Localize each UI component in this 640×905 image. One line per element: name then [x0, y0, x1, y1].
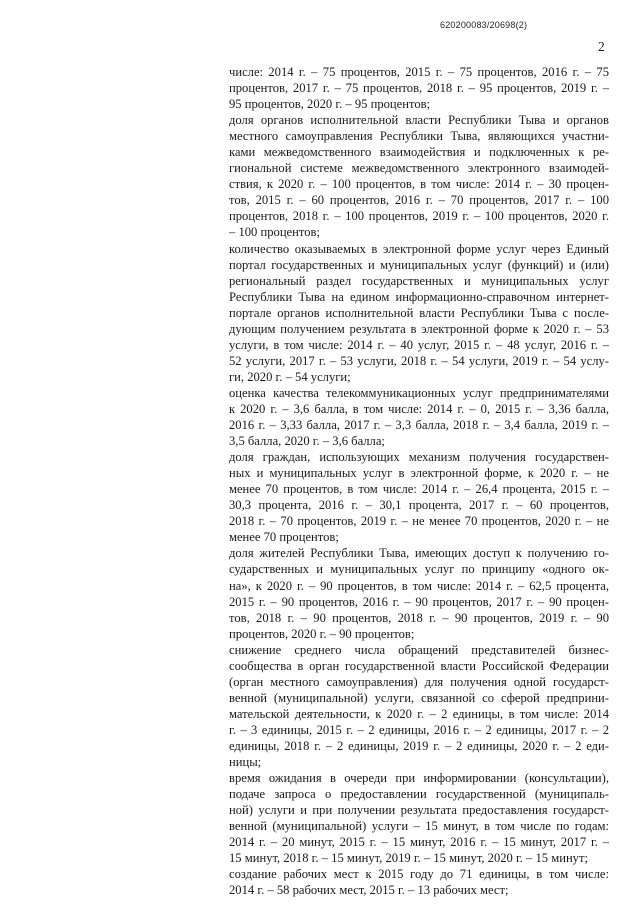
text-line: тов, 2018 г. – 90 процентов, 2018 г. – 90 процентов, 2019 г. – 90	[229, 610, 609, 625]
text-line: доля граждан, использующих механизм получения государствен-	[229, 450, 609, 465]
text-line: подаче запроса о предоставлении государственной (муниципаль-	[229, 787, 609, 802]
text-line: дующим получением результата в электронной форме к 2020 г. – 53	[229, 321, 609, 336]
text-line: Республики Тыва на едином информационно-справочном интернет-	[229, 289, 609, 304]
text-line: оценка качества телекоммуникационных услуг предпринимателями	[229, 385, 609, 400]
text-line: 2016 г. – 3,33 балла, 2017 г. – 3,3 балла, 2018 г. – 3,4 балла, 2019 г. –	[229, 418, 609, 433]
text-line: на», к 2020 г. – 90 процентов, в том числе: 2014 г. – 62,5 процента,	[229, 578, 609, 593]
text-line: портале органов исполнительной власти Республики Тыва с после-	[229, 305, 609, 320]
text-line: процентов, 2017 г. – 75 процентов, 2018 г. – 95 процентов, 2019 г. –	[229, 81, 609, 96]
text-line: ницы;	[229, 755, 262, 770]
document-code: 620200083/20698(2)	[440, 20, 528, 30]
text-line: – 100 процентов;	[229, 225, 320, 240]
text-line: 2014 г. – 58 рабочих мест, 2015 г. – 13 рабочих мест;	[229, 883, 509, 898]
text-line: портал государственных и муниципальных услуг (функций) и (или)	[229, 257, 609, 272]
text-line: ствия, к 2020 г. – 100 процентов, в том числе: 2014 г. – 30 процен-	[229, 177, 609, 192]
text-line: процентов, 2018 г. – 100 процентов, 2019 г. – 100 процентов, 2020 г.	[229, 209, 609, 224]
text-line: менее 70 процентов;	[229, 530, 339, 545]
text-line: создание рабочих мест к 2015 году до 71 единицы, в том числе:	[229, 867, 609, 882]
text-line: 30,3 процента, 2016 г. – 30,1 процента, 2017 г. – 60 процентов,	[229, 498, 609, 513]
text-line: мательской деятельности, к 2020 г. – 2 единицы, в том числе: 2014	[229, 706, 609, 721]
text-line: (орган местного самоуправления) для получения одной государст-	[229, 674, 609, 689]
text-line: доля органов исполнительной власти Республики Тыва и органов	[229, 113, 609, 128]
text-line: ками межведомственного взаимодействия и подключенных к ре-	[229, 145, 609, 160]
text-line: 2015 г. – 90 процентов, 2016 г. – 90 процентов, 2017 г. – 90 процен-	[229, 594, 609, 609]
text-line: ной) услуги и при получении результата предоставления государст-	[229, 803, 609, 818]
text-line: доля жителей Республики Тыва, имеющих доступ к получению го-	[229, 546, 609, 561]
text-line: сообщества в орган государственной власти Российской Федерации	[229, 658, 609, 673]
text-line: тов, 2015 г. – 60 процентов, 2016 г. – 70 процентов, 2017 г. – 100	[229, 193, 609, 208]
paragraph	[229, 449, 609, 545]
page-number: 2	[598, 39, 605, 54]
paragraph	[229, 545, 609, 641]
text-line: 2014 г. – 20 минут, 2015 г. – 15 минут, 2016 г. – 15 минут, 2017 г. –	[229, 835, 609, 850]
paragraph	[229, 64, 609, 112]
text-line: ных и муниципальных услуг в электронной форме, к 2020 г. – не	[229, 466, 609, 481]
text-line: услуги, в том числе: 2014 г. – 40 услуг, 2015 г. – 48 услуг, 2016 г. –	[229, 337, 609, 352]
text-line: венной (муниципальной) услуги – 15 минут, в том числе по годам:	[229, 819, 609, 834]
paragraph	[229, 770, 609, 866]
text-line: сударственных и муниципальных услуг по принципу «одного ок-	[229, 562, 609, 577]
document-body	[229, 64, 609, 898]
text-line: региональный раздел государственных и муниципальных услуг	[229, 273, 609, 288]
text-line: 95 процентов, 2020 г. – 95 процентов;	[229, 97, 431, 112]
text-line: процентов, 2020 г. – 90 процентов;	[229, 626, 415, 641]
text-line: снижение среднего числа обращений представителей бизнес-	[229, 642, 609, 657]
text-line: 15 минут, 2018 г. – 15 минут, 2019 г. – 15 минут, 2020 г. – 15 минут;	[229, 851, 588, 866]
text-line: менее 70 процентов, в том числе: 2014 г. – 26,4 процента, 2015 г. –	[229, 482, 609, 497]
text-line: числе: 2014 г. – 75 процентов, 2015 г. – 75 процентов, 2016 г. – 75	[229, 65, 609, 79]
text-line: единицы, 2018 г. – 2 единицы, 2019 г. – 2 единицы, 2020 г. – 2 еди-	[229, 738, 609, 753]
text-line: венной (муниципальной) услуги, связанной со сферой предприни-	[229, 690, 609, 705]
text-line: г. – 3 единицы, 2015 г. – 2 единицы, 2016 г. – 2 единицы, 2017 г. – 2	[229, 722, 609, 737]
paragraph	[229, 241, 609, 385]
text-line: местного самоуправления Республики Тыва, являющихся участни-	[229, 129, 609, 144]
text-line: гиональной системе межведомственного электронного взаимодей-	[229, 161, 609, 176]
text-line: ги, 2020 г. – 54 услуги;	[229, 369, 351, 384]
text-line: 52 услуги, 2017 г. – 53 услуги, 2018 г. – 54 услуги, 2019 г. – 54 услу-	[229, 353, 609, 368]
text-line: время ожидания в очереди при информировании (консультации),	[229, 771, 609, 786]
paragraph	[229, 642, 609, 770]
text-line: 3,5 балла, 2020 г. – 3,6 балла;	[229, 434, 385, 449]
paragraph	[229, 866, 609, 898]
paragraph	[229, 385, 609, 449]
text-line: 2018 г. – 70 процентов, 2019 г. – не менее 70 процентов, 2020 г. – не	[229, 514, 609, 529]
text-line: к 2020 г. – 3,6 балла, в том числе: 2014 г. – 0, 2015 г. – 3,36 балла,	[229, 401, 609, 416]
paragraph	[229, 112, 609, 240]
text-line: количество оказываемых в электронной форме услуг через Единый	[229, 241, 609, 256]
